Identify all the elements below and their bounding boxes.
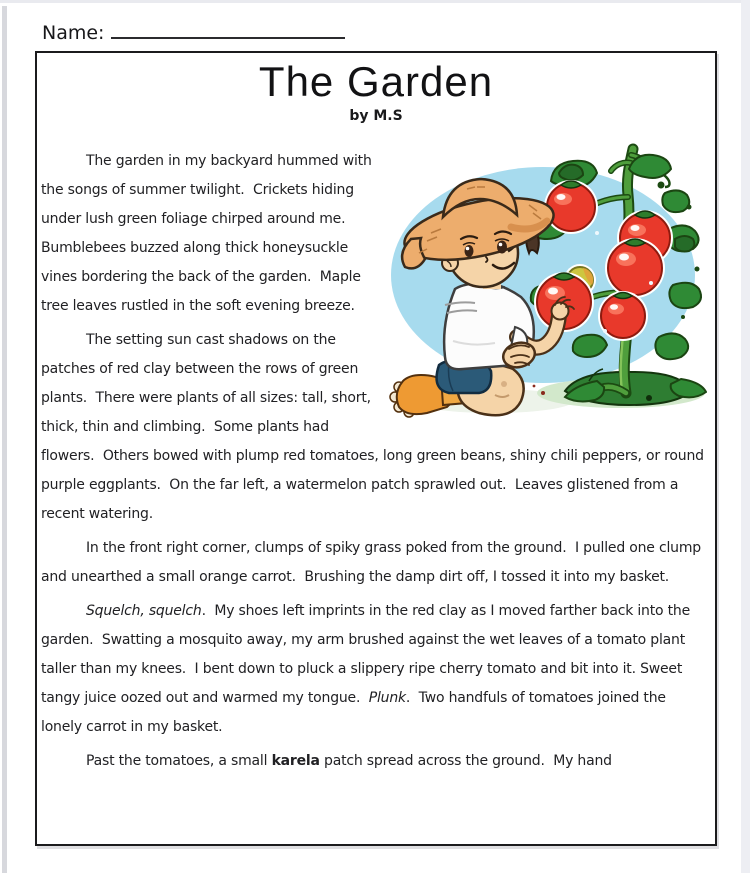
- story-title: The Garden: [258, 58, 494, 105]
- tomato: [544, 180, 598, 234]
- story-segment: Squelch, squelch: [86, 603, 202, 620]
- dirt-speckle: [533, 385, 536, 388]
- garden-illustration: [383, 141, 707, 425]
- name-row: [42, 20, 345, 44]
- hand: [552, 303, 569, 320]
- boy-picking-tomatoes-art: [383, 141, 707, 425]
- story-paragraph: [41, 747, 707, 776]
- tomato: [598, 291, 648, 341]
- tomato: [605, 238, 665, 298]
- name-label: Name:: [42, 22, 105, 44]
- story-paragraph: [41, 597, 707, 742]
- story-segment: Past the tomatoes, a small: [86, 753, 272, 770]
- story-segment: The setting sun cast shadows on the patches of red clay between the rows of green plants. There were plants of all sizes: tall, short, thick, thin and climbing. Some plants had flowers. Others bowed with plump red tomatoes, long green beans, shiny chili peppers, or round purple eggplants. On the far left, a watermelon patch sprawled out. Leaves glistened from a recent watering.: [41, 332, 709, 522]
- name-blank-line: [111, 20, 345, 39]
- page-edge-right: [741, 0, 750, 873]
- story-segment: The garden in my backyard hummed with the songs of summer twilight. Crickets hiding under lush green foliage chirped around me. Bumblebees buzzed along thick honeysuckle vines bordering the back of the garden. Maple tree leaves rustled in the soft evening breeze.: [41, 153, 376, 314]
- page-edge-left: [2, 6, 7, 873]
- story-segment: In the front right corner, clumps of spiky grass poked from the ground. I pulled one clump and unearthed a small orange carrot. Brushing the damp dirt off, I tossed it into my basket.: [41, 539, 706, 585]
- page-edge-top: [0, 0, 750, 3]
- story-segment: . Two handfuls of tomatoes joined the lonely carrot in my basket.: [41, 690, 671, 735]
- story-box: [35, 51, 717, 846]
- story-content: [41, 147, 707, 776]
- dirt-speckle: [541, 391, 545, 395]
- story-paragraph: [41, 534, 707, 592]
- story-segment: patch spread across the ground. My hand: [319, 753, 612, 770]
- story-segment: Plunk: [368, 690, 406, 706]
- story-segment: . My shoes left imprints in the red clay as I moved farther back into the garden. Swatting a mosquito away, my arm brushed against the wet leaves of a tomato plant taller than my knees. I bent down to pluck a slippery ripe cherry tomato and bit into it. Sweet tangy juice oozed out and warmed my tongue.: [41, 603, 695, 706]
- story-segment: karela: [271, 753, 320, 770]
- story-byline: by M.S: [349, 108, 403, 125]
